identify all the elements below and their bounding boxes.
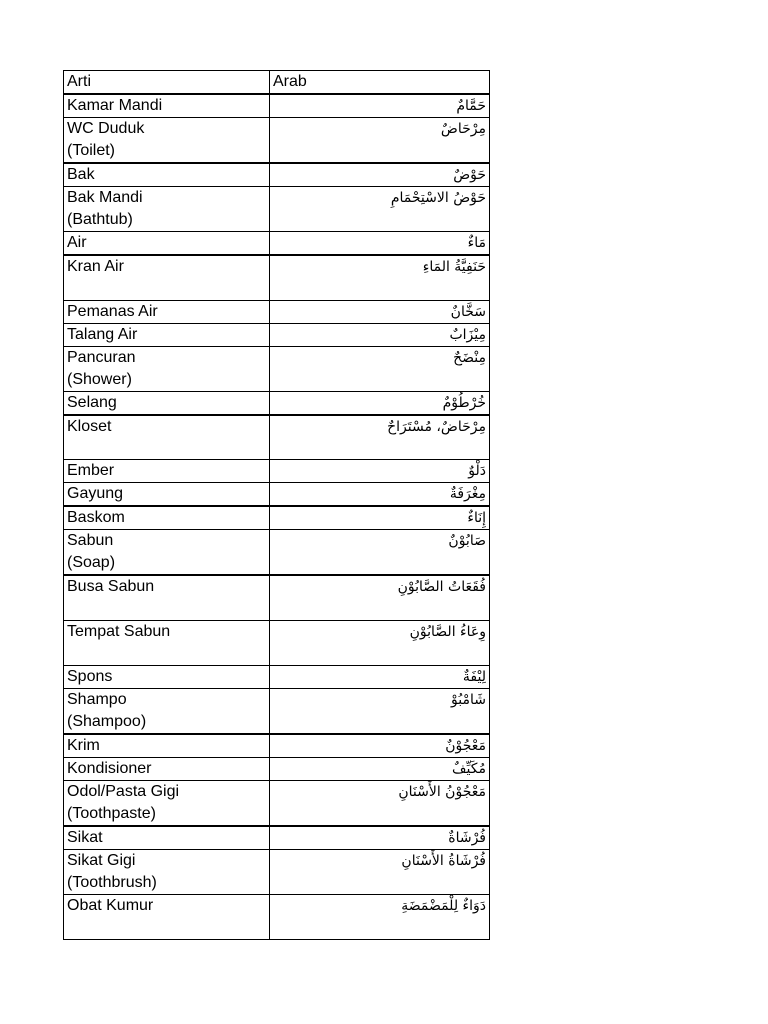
arti-text: Tempat Sabun: [67, 622, 171, 640]
arti-text: Pemanas Air: [67, 302, 158, 320]
cell-arti: [64, 187, 270, 232]
cell-arab: إِنَاءٌ: [270, 506, 490, 530]
cell-arti: [64, 575, 270, 620]
arti-text: Odol/Pasta Gigi: [67, 782, 180, 800]
cell-arti: [64, 323, 270, 346]
arti-gloss: (Toothbrush): [67, 873, 157, 891]
cell-arti: [64, 894, 270, 939]
cell-arti: [64, 300, 270, 323]
arti-text: Talang Air: [67, 325, 138, 343]
table-row-sabun: [64, 530, 490, 576]
arti-gloss: (Soap): [67, 554, 116, 571]
arti-text: Sikat Gigi: [67, 851, 136, 869]
table-row-sikat: [64, 826, 490, 850]
table-row-gayung: [64, 483, 490, 507]
arti-text: Spons: [67, 667, 113, 685]
cell-arab: حَوْضُ الاسْتِحْمَامِ: [270, 187, 490, 232]
cell-arti: [64, 346, 270, 391]
cell-arti: [64, 826, 270, 850]
table-row-kamar-mandi: [64, 94, 490, 118]
cell-arti: [64, 460, 270, 483]
table-row-shampo: [64, 688, 490, 734]
cell-arti: [64, 530, 270, 576]
table-row-wc-duduk: [64, 118, 490, 164]
cell-arab: حَوْضٌ: [270, 163, 490, 187]
arti-gloss: (Toothpaste): [67, 804, 156, 822]
table-row-busa-sabun: [64, 575, 490, 620]
cell-arti: [64, 118, 270, 164]
arti-text: Ember: [67, 462, 115, 479]
cell-arab: فُرْشَاةٌ: [270, 826, 490, 850]
cell-arab: مُكَيِّفٌ: [270, 757, 490, 780]
cell-arab: مِغْرَفَةٌ: [270, 483, 490, 507]
cell-arti: [64, 688, 270, 734]
cell-arti: [64, 734, 270, 758]
arti-text: Shampo: [67, 690, 127, 708]
cell-arab: مِنْضَحٌ: [270, 346, 490, 391]
cell-arti: [64, 391, 270, 415]
table-row-talang-air: [64, 323, 490, 346]
cell-arab: مَعْجُوْنُ الأَسْنَانِ: [270, 780, 490, 826]
table-row-bak: [64, 163, 490, 187]
arti-text: Sabun: [67, 532, 114, 549]
table-row-kloset: [64, 415, 490, 460]
arti-text: Air: [67, 234, 87, 251]
cell-arti: [64, 506, 270, 530]
cell-arab: فُرْشَاةُ الأَسْنَانِ: [270, 849, 490, 894]
cell-arab: مِيْزَابٌ: [270, 323, 490, 346]
cell-arti: [64, 483, 270, 507]
cell-arab: سَخَّانٌ: [270, 300, 490, 323]
arti-text: Bak Mandi: [67, 189, 143, 206]
cell-arab: شَامْبُوْ: [270, 688, 490, 734]
arti-text: Obat Kumur: [67, 896, 154, 914]
table-row-pemanas-air: [64, 300, 490, 323]
cell-arab: لِيْفَةٌ: [270, 665, 490, 688]
cell-arti: [64, 415, 270, 460]
table-row-odol: [64, 780, 490, 826]
arti-text: Busa Sabun: [67, 578, 155, 595]
arti-text: Kran Air: [67, 258, 124, 275]
header-arti: Arti: [64, 71, 270, 95]
cell-arab: مَاءٌ: [270, 232, 490, 256]
cell-arab: حَمَّامٌ: [270, 94, 490, 118]
table-row-bak-mandi: [64, 187, 490, 232]
arti-text: WC Duduk: [67, 120, 145, 137]
table-row-kondisioner: [64, 757, 490, 780]
cell-arab: وِعَاءُ الصَّابُوْنِ: [270, 620, 490, 665]
table-row-pancuran: [64, 346, 490, 391]
arti-gloss: (Shower): [67, 370, 132, 388]
arti-gloss: (Bathtub): [67, 211, 133, 228]
cell-arti: [64, 757, 270, 780]
arti-text: Bak: [67, 166, 95, 183]
cell-arti: [64, 232, 270, 256]
arti-text: Sikat: [67, 828, 103, 846]
table-row-baskom: [64, 506, 490, 530]
arti-text: Kondisioner: [67, 759, 152, 777]
arti-text: Gayung: [67, 485, 124, 502]
header-row: [64, 71, 490, 95]
cell-arab: حَنَفِيَّةُ المَاءِ: [270, 255, 490, 300]
cell-arab: مِرْحَاضٌ، مُسْتَرَاحٌ: [270, 415, 490, 460]
table-row-kran-air: [64, 255, 490, 300]
table-row-sikat-gigi: [64, 849, 490, 894]
arti-gloss: (Toilet): [67, 142, 116, 159]
arti-text: Kamar Mandi: [67, 97, 163, 114]
cell-arab: صَابُوْنٌ: [270, 530, 490, 576]
arti-text: Kloset: [67, 417, 112, 435]
cell-arab: دَوَاءٌ لِلْمَضْمَضَةِ: [270, 894, 490, 939]
vocab-table: [63, 70, 490, 940]
cell-arab: مِرْحَاضٌ: [270, 118, 490, 164]
cell-arab: خُرْطُوْمٌ: [270, 391, 490, 415]
table-row-air: [64, 232, 490, 256]
arti-gloss: (Shampoo): [67, 712, 147, 730]
table-row-ember: [64, 460, 490, 483]
cell-arti: [64, 255, 270, 300]
cell-arti: [64, 163, 270, 187]
arti-text: Selang: [67, 393, 117, 411]
table-row-krim: [64, 734, 490, 758]
cell-arti: [64, 849, 270, 894]
vocab-body: [64, 71, 490, 940]
cell-arab: مَعْجُوْنٌ: [270, 734, 490, 758]
cell-arti: [64, 665, 270, 688]
cell-arti: [64, 780, 270, 826]
table-row-spons: [64, 665, 490, 688]
cell-arab: فُقَعَاتُ الصَّابُوْنِ: [270, 575, 490, 620]
header-arab: Arab: [270, 71, 490, 95]
cell-arti: [64, 620, 270, 665]
arti-text: Baskom: [67, 509, 125, 526]
cell-arab: دَلْوٌ: [270, 460, 490, 483]
table-row-tempat-sabun: [64, 620, 490, 665]
arti-text: Pancuran: [67, 348, 136, 366]
cell-arti: [64, 94, 270, 118]
arti-text: Krim: [67, 736, 100, 754]
table-row-obat-kumur: [64, 894, 490, 939]
table-row-selang: [64, 391, 490, 415]
